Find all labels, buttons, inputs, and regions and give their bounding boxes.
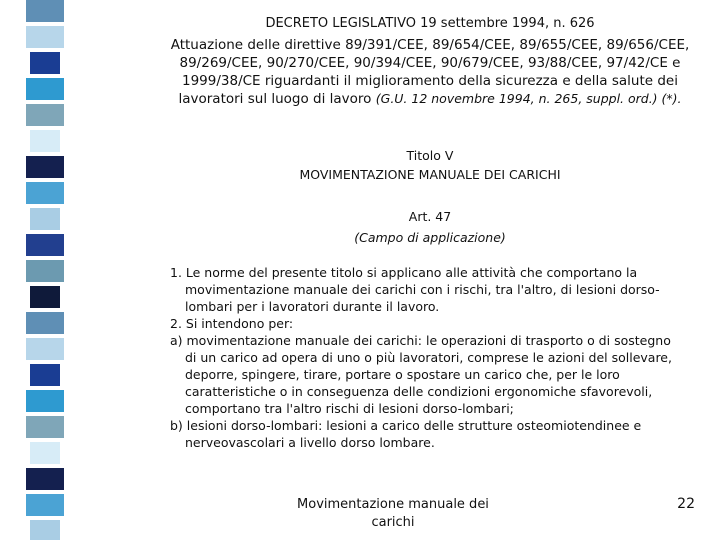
decorative-square bbox=[26, 26, 64, 48]
article-block bbox=[150, 206, 710, 248]
heading-text: Attuazione delle direttive 89/391/CEE, 89/654/CEE, 89/655/CEE, 89/656/CEE, 89/269/CEE, 90/270/CEE, 90/394/CEE, 90/679/CEE, 93/88/CEE, 97/42/CE e 1999/38/CE riguardanti il miglioramento della sicurezza e della salute dei lavoratori sul luogo di lavoro bbox=[170, 37, 690, 107]
decorative-square bbox=[26, 390, 64, 412]
title-name: MOVIMENTAZIONE MANUALE DEI CARICHI bbox=[299, 167, 561, 182]
decorative-square bbox=[26, 104, 64, 126]
decorative-square bbox=[30, 130, 60, 152]
decorative-square bbox=[26, 234, 64, 256]
paragraph-a: a) movimentazione manuale dei carichi: le operazioni di trasporto o di sostegno di un carico ad opera di uno o più lavoratori, comprese le azioni del sollevare, deporre, spingere, tirare, portare o spostare un carico che, per le loro caratteristiche o in conseguenza delle condizioni ergonomiche sfavorevoli, comportano tra l'altro rischi di lesioni dorso-lombari; bbox=[170, 333, 672, 416]
decorative-square bbox=[26, 182, 64, 204]
paragraph-b: b) lesioni dorso-lombari: lesioni a carico delle strutture osteomiotendinee e nerveovascolari a livello dorso lombare. bbox=[170, 418, 642, 450]
decorative-square bbox=[26, 338, 64, 360]
decorative-square bbox=[30, 208, 60, 230]
decorative-square-strip bbox=[26, 0, 64, 540]
paragraph-1: 1. Le norme del presente titolo si applicano alle attività che comportano la movimentazione manuale dei carichi con i rischi, tra l'altro, di lesioni dorso-lombari per i lavoratori durante il lavoro. bbox=[170, 265, 660, 314]
paragraph-2: 2. Si intendono per: bbox=[170, 316, 294, 331]
decree-heading bbox=[150, 36, 710, 108]
title-block bbox=[150, 146, 710, 184]
decorative-square bbox=[30, 520, 60, 540]
decorative-square bbox=[30, 52, 60, 74]
decorative-square bbox=[30, 442, 60, 464]
decorative-square bbox=[26, 260, 64, 282]
article-subtitle: (Campo di applicazione) bbox=[354, 230, 506, 245]
decorative-square bbox=[26, 0, 64, 22]
decorative-square bbox=[26, 416, 64, 438]
decorative-square bbox=[26, 312, 64, 334]
decorative-square bbox=[26, 156, 64, 178]
title-label: Titolo V bbox=[406, 148, 454, 163]
decorative-square bbox=[26, 494, 64, 516]
decorative-square bbox=[26, 78, 64, 100]
article-body bbox=[170, 264, 678, 451]
decorative-square bbox=[30, 364, 60, 386]
decorative-square bbox=[26, 468, 64, 490]
heading-reference: (G.U. 12 novembre 1994, n. 265, suppl. ord.) (*). bbox=[375, 91, 682, 106]
page-number: 22 bbox=[677, 496, 695, 512]
article-number: Art. 47 bbox=[408, 209, 452, 224]
decree-line: DECRETO LEGISLATIVO 19 settembre 1994, n. 626 bbox=[265, 16, 595, 31]
decorative-square bbox=[30, 286, 60, 308]
footer-title: Movimentazione manuale dei carichi bbox=[297, 497, 489, 530]
